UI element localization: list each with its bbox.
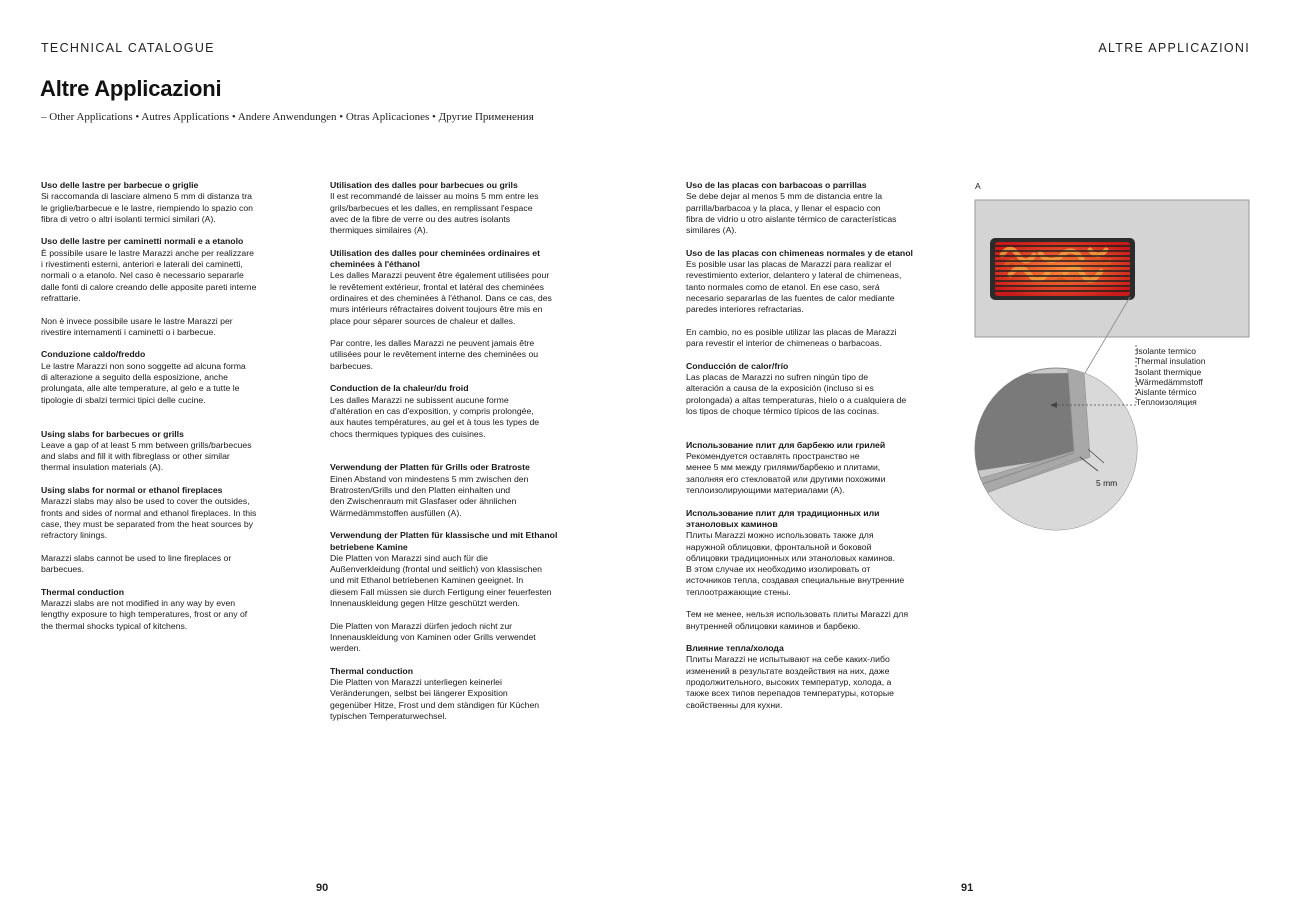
text-column-right <box>686 180 926 722</box>
text-block <box>330 462 570 518</box>
text-block <box>41 180 281 225</box>
text-block <box>330 621 570 655</box>
grill-icon <box>990 238 1135 300</box>
block-text: Es posible usar las placas de Marazzi para realizar el revestimiento exterior, delantero y lateral de chimeneas, tanto normales como de etanol. En ese caso, será necesario separarlas de las fuentes de calor mediante paredes interiores refractarias. <box>686 259 902 315</box>
block-text: Les dalles Marazzi ne subissent aucune forme d'altération en cas d'exposition, y compris prolongée, aux hautes températures, au gel et à tous les types de chocs thermiques typiques des cuisines. <box>330 394 540 439</box>
block-text: Marazzi slabs cannot be used to line fireplaces or barbecues. <box>41 552 232 575</box>
block-text: Плиты Marazzi не испытывают на себе каких-либо изменений в результате воздействия на них, даже продолжительного, высоких температур, холода, а также всех типов перепадов температуры, которые свойственны для кухни. <box>686 654 894 710</box>
block-heading: Conduzione caldo/freddo <box>41 349 146 360</box>
text-block <box>41 349 281 405</box>
block-heading: Verwendung der Platten für Grills oder Bratroste <box>330 462 530 473</box>
catalogue-header: TECHNICAL CATALOGUE <box>41 41 215 55</box>
text-block <box>330 383 570 439</box>
block-text: Leave a gap of at least 5 mm between grills/barbecues and slabs and fill it with fibreglass or other similar thermal insulation materials (A). <box>41 439 252 473</box>
block-text: Die Platten von Marazzi dürfen jedoch nicht zur Innenauskleidung von Kaminen oder Grills verwendet werden. <box>330 620 536 654</box>
text-block <box>686 327 926 350</box>
text-block <box>41 236 281 304</box>
text-block <box>41 316 281 339</box>
insulation-label-de: Wärmedämmstoff <box>1136 376 1203 387</box>
section-header: ALTRE APPLICAZIONI <box>1098 41 1250 55</box>
block-heading: Verwendung der Platten für klassische und mit Ethanol betriebene Kamine <box>330 530 558 552</box>
insulation-label-ru: Теплоизоляция <box>1136 397 1197 408</box>
page-number-right: 91 <box>961 882 974 894</box>
block-heading: Влияние тепла/холода <box>686 643 784 654</box>
gap-dimension-label: 5 mm <box>1096 478 1118 488</box>
block-text: Рекомендуется оставлять пространство не менее 5 мм между грилями/барбекю и плитами, заполняя его стекловатой или другими похожими теплоизолирующими материалами (А). <box>686 451 886 496</box>
block-heading: Utilisation des dalles pour barbecues ou grils <box>330 180 518 190</box>
text-block <box>686 508 926 598</box>
text-block <box>686 643 926 711</box>
block-text: È possibile usare le lastre Marazzi anche per realizzare i rivestimenti esterni, anteriori e laterali dei caminetti, normali o a etanolo. Nel caso è necessario separarle dalle fonti di calore creando delle apposite pareti interne refrattarie. <box>41 247 257 303</box>
text-block <box>686 248 926 316</box>
text-block <box>686 180 926 236</box>
figure-label: A <box>975 181 981 191</box>
insulation-legend <box>1136 346 1205 408</box>
block-heading: Conduction de la chaleur/du froid <box>330 383 469 394</box>
block-text: Le lastre Marazzi non sono soggette ad alcuna forma di alterazione a seguito della esposizione, anche prolungata, alle alte temperature, al gelo e a tutte le tipologie di sbalzi termici tipici delle cucine. <box>41 360 246 405</box>
block-heading: Using slabs for normal or ethanol fireplaces <box>41 485 223 496</box>
block-text: Плиты Marazzi можно использовать также для наружной облицовки, фронтальной и боковой облицовки традиционных или этаноловых каминов. В этом случае их необходимо изолировать от источников тепла, создавая специальные внутренние теплоотражающие стены. <box>686 530 905 597</box>
block-text: Die Platten von Marazzi unterliegen keinerlei Veränderungen, selbst bei längerer Exposition gegenüber Hitze, Frost und dem ständigen für Küchen typischen Temperaturwechsel. <box>330 677 540 721</box>
block-text: Die Platten von Marazzi sind auch für die Außenverkleidung (frontal und seitlich) von klassischen und mit Ethanol betriebenen Kaminen geeignet. In diesem Fall müssen sie durch Fertigung einer feuerfesten Innenauskleidung gegen Hitze geschützt werden. <box>330 552 552 608</box>
block-text: Il est recommandé de laisser au moins 5 mm entre les grils/barbecues et les dalles, en remplissant l'espace avec de la fibre de verre ou des autres isolants thermiques similaires (A). <box>330 191 539 236</box>
text-block <box>330 248 570 327</box>
page-title: Altre Applicazioni <box>40 76 222 101</box>
insulation-label-en: Thermal insulation <box>1136 356 1206 367</box>
block-heading: Using slabs for barbecues or grills <box>41 428 184 439</box>
text-block <box>330 530 570 609</box>
text-block <box>41 587 281 632</box>
page-subtitle: – Other Applications • Autres Applications • Andere Anwendungen • Otras Aplicaciones • Другие Применения <box>41 111 534 123</box>
block-heading: Uso delle lastre per caminetti normali e a etanolo <box>41 236 244 247</box>
block-text: Marazzi slabs are not modified in any way by even lengthy exposure to high temperatures, frost or any of the thermal shocks typical of kitchens. <box>41 597 248 631</box>
block-heading: Thermal conduction <box>41 586 125 597</box>
block-text: Las placas de Marazzi no sufren ningún tipo de alteración a causa de la exposición (incluso si es prolongada) a altas temperaturas, hielo o a cualquiera de los tipos de choque térmico típicos de las cocinas. <box>686 372 907 416</box>
block-heading: Conducción de calor/frío <box>686 360 789 371</box>
text-block <box>330 338 570 372</box>
block-text: Einen Abstand von mindestens 5 mm zwischen den Bratrosten/Grills und den Platten einhalten und den Zwischenraum mit Glasfaser oder ähnlichen Wärmedämmstoffen ausfüllen (A). <box>330 473 529 518</box>
block-text: En cambio, no es posible utilizar las placas de Marazzi para revestir el interior de chimeneas o barbacoas. <box>686 326 897 349</box>
block-text: Тем не менее, нельзя использовать плиты Marazzi для внутренней облицовки каминов и барбекю. <box>686 609 909 631</box>
text-block <box>41 553 281 576</box>
text-block <box>330 666 570 722</box>
text-block <box>686 440 926 496</box>
block-heading: Uso de las placas con barbacoas o parrillas <box>686 180 867 190</box>
block-heading: Использование плит для барбекю или грилей <box>686 439 886 450</box>
block-text: Non è invece possibile usare le lastre Marazzi per rivestire internamenti i caminetti o i barbecue. <box>41 315 233 337</box>
block-text: Les dalles Marazzi peuvent être également utilisées pour le revêtement extérieur, frontal et latéral des cheminées ordinaires et des cheminées à l'éthanol. Dans ce cas, des murs intérieurs réfractaires doivent toujours être mis en place pour séparer sources de chaleur et dalles. <box>330 270 552 326</box>
insulation-label-fr: Isolant thermique <box>1136 366 1202 377</box>
block-heading: Utilisation des dalles pour cheminées ordinaires et cheminées à l'éthanol <box>330 247 541 270</box>
insulation-label-it: Isolante termico <box>1136 346 1196 356</box>
text-block <box>41 485 281 541</box>
block-heading: Uso de las placas con chimeneas normales y de etanol <box>686 247 913 258</box>
block-text: Par contre, les dalles Marazzi ne peuvent jamais être utilisées pour le revêtement interne des cheminées ou barbecues. <box>330 338 539 371</box>
text-column-middle <box>330 180 570 734</box>
block-heading: Thermal conduction <box>330 665 414 676</box>
block-text: Si raccomanda di lasciare almeno 5 mm di distanza tra le griglie/barbecue e le lastre, riempiendo lo spazio con fibra di vetro o altri isolanti termici similari (A). <box>41 191 253 224</box>
text-block <box>41 429 281 474</box>
text-column-left <box>41 180 281 643</box>
block-heading: Использование плит для традиционных или этаноловых каминов <box>686 507 880 529</box>
block-text: Marazzi slabs may also be used to cover the outsides, fronts and sides of normal and ethanol fireplaces. In this case, they must be separated from the heat sources by refractory linings. <box>41 496 257 541</box>
insulation-label-es: Aislante térmico <box>1136 387 1197 398</box>
text-block <box>330 180 570 236</box>
block-text: Se debe dejar al menos 5 mm de distancia entre la parrilla/barbacoa y la placa, y llenar el espacio con fibra de vidrio u otro aislante térmico de características similares (A). <box>686 191 897 236</box>
block-heading: Uso delle lastre per barbecue o griglie <box>41 180 199 190</box>
page-number-left: 90 <box>316 882 329 894</box>
text-block <box>686 361 926 417</box>
text-block <box>686 609 926 632</box>
